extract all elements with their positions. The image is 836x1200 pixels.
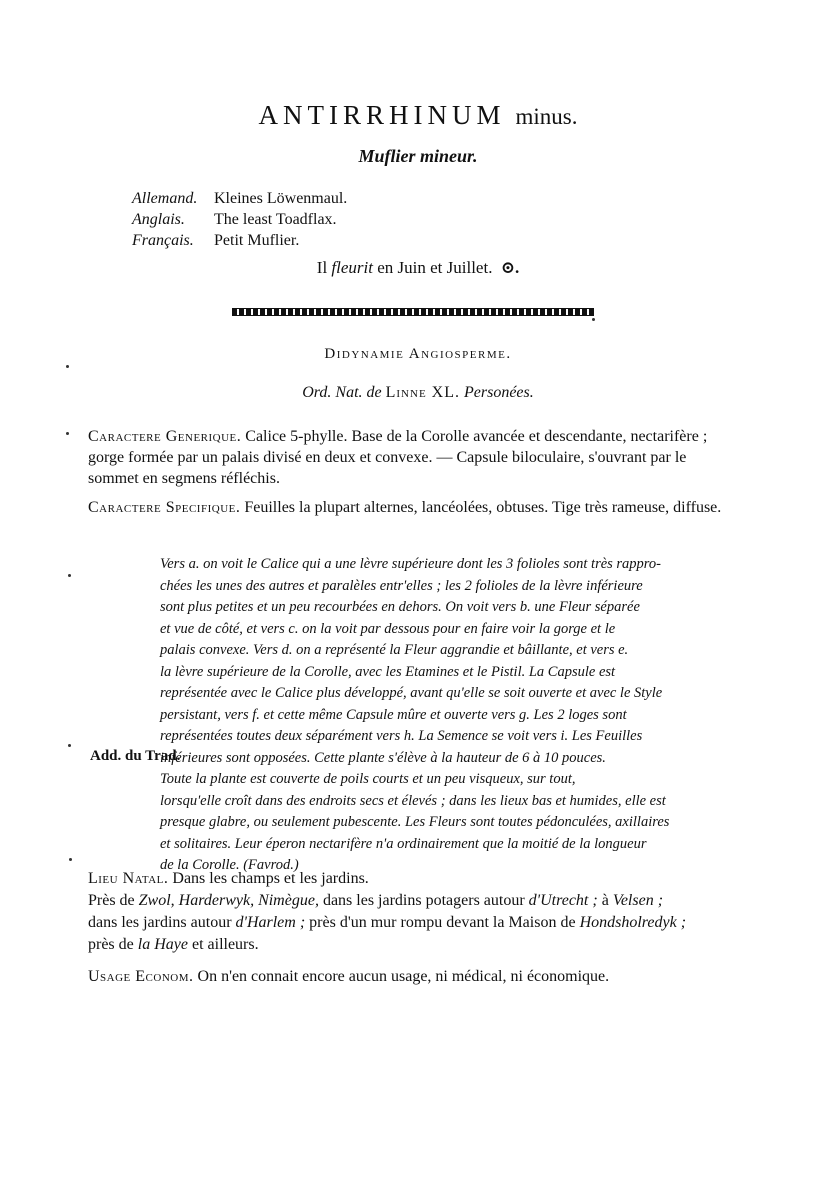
locality-line (88, 934, 748, 956)
description-line: la lèvre supérieure de la Corolle, avec les Etamines et le Pistil. La Capsule est (160, 663, 616, 680)
ornamental-divider (232, 308, 594, 316)
name-row-english (132, 209, 347, 230)
generic-character (88, 426, 740, 489)
habitat-label: Lieu Natal. (88, 870, 169, 887)
locality-text: dans les jardins potagers autour (322, 892, 525, 909)
locality-text: à (601, 892, 609, 909)
classification-heading: Didynamie Angiosperme. (324, 346, 512, 362)
name-row-french (132, 230, 347, 251)
locality-place: Velsen ; (612, 892, 664, 909)
locality-text: près de (88, 936, 134, 953)
generic-character-text: Calice 5-phylle. Base de la Corolle avancée et descendante, nectarifère ; gorge formée par un palais divisé en deux et convexe. — Capsule biloculaire, s'ouvrant par le sommet en segmens réfléchis. (88, 428, 708, 487)
margin-mark (68, 574, 71, 577)
flowering-verb: fleurit (331, 258, 373, 277)
habitat-line (88, 868, 748, 890)
locality-place: Hondsholredyk ; (579, 914, 687, 931)
name-row-german (132, 188, 347, 209)
margin-mark (66, 432, 69, 435)
description-line: représentée avec le Calice plus développé, avant qu'elle se soit ouverte et avec le Style (160, 685, 663, 701)
translator-note-line: Toute la plante est couverte de poils courts et un peu visqueux, sur tout, (160, 771, 576, 787)
language-label: Allemand. (132, 190, 198, 207)
locality-place: d'Harlem ; (235, 914, 306, 931)
translator-note-line: et solitaires. Leur éperon nectarifère n'a ordinairement que la moitié de la longueur (160, 835, 647, 852)
locality-line (88, 890, 748, 912)
translator-note-line: presque glabre, ou seulement pubescente. Les Fleurs sont toutes pédonculées, axillaires (160, 814, 670, 830)
plate-description (160, 554, 784, 877)
specific-character (88, 497, 740, 518)
margin-mark (68, 744, 71, 747)
vernacular-name: Kleines Löwenmaul. (214, 190, 348, 207)
translator-note-line: de la Corolle. (Favrod.) (160, 857, 299, 873)
translator-note-line: lorsqu'elle croît dans des endroits secs et élevés ; dans les lieux bas et humides, elle est (160, 792, 666, 809)
vernacular-name: The least Toadflax. (214, 211, 337, 228)
language-label: Anglais. (132, 211, 185, 228)
margin-mark (66, 365, 69, 368)
locality-text: dans les jardins autour (88, 914, 232, 931)
species-name: minus. (515, 104, 578, 129)
locality-place: la Haye (137, 936, 188, 953)
generic-character-label: Caractere Generique. (88, 428, 242, 445)
description-line: inférieures sont opposées. Cette plante s'élève à la hauteur de 6 à 10 pouces. (160, 749, 606, 766)
natural-order (0, 384, 836, 402)
genus-name: ANTIRRHINUM (258, 100, 506, 130)
habitat-text: Dans les champs et les jardins. (172, 870, 369, 887)
locality-places: Zwol, Harderwyk, Nimègue, (138, 892, 319, 909)
page-title (0, 100, 836, 131)
language-label: Français. (132, 232, 194, 249)
locality-text: Près de (88, 892, 135, 909)
description-line: Vers a. on voit le Calice qui a une lèvre supérieure dont les 3 folioles sont très rappro- (160, 556, 661, 572)
flowering-period (0, 258, 836, 278)
flowering-prefix: Il (316, 258, 328, 277)
translator-note-label: Add. du Trad. (90, 748, 181, 764)
vernacular-names (132, 188, 347, 251)
flowering-months: en Juin et Juillet. (377, 258, 493, 277)
locality-line (88, 912, 748, 934)
native-habitat (88, 868, 748, 956)
description-line: persistant, vers f. et cette même Capsule mûre et ouverte vers g. Les 2 loges sont (160, 706, 627, 723)
vernacular-name: Petit Muflier. (214, 232, 300, 249)
order-name: Personées. (464, 384, 534, 401)
specific-character-label: Caractere Specifique. (88, 499, 241, 516)
locality-text: près d'un mur rompu devant la Maison de (309, 914, 576, 931)
common-name: Muflier mineur. (358, 146, 478, 166)
locality-text: et ailleurs. (191, 936, 259, 953)
margin-mark (592, 318, 595, 321)
description-line: et vue de côté, et vers c. on la voit par dessous pour en faire voir la gorge et le (160, 620, 616, 637)
economic-use (88, 968, 609, 986)
specific-character-text: Feuilles la plupart alternes, lancéolées, obtuses. Tige très rameuse, diffuse. (244, 499, 722, 516)
margin-mark (69, 858, 72, 861)
description-line: représentées toutes deux séparément vers h. La Semence se voit vers i. Les Feuilles (160, 728, 643, 744)
economic-use-text: On n'en connait encore aucun usage, ni médical, ni économique. (197, 968, 610, 985)
annual-symbol-icon: ⊙. (500, 258, 520, 277)
description-line: chées les unes des autres et paralèles entr'elles ; les 2 folioles de la lèvre inférieure (160, 577, 643, 594)
description-line: palais convexe. Vers d. on a représenté la Fleur aggrandie et bâillante, et vers e. (160, 642, 629, 658)
order-prefix: Ord. Nat. de (302, 384, 382, 401)
economic-use-label: Usage Econom. (88, 968, 194, 985)
description-line: sont plus petites et un peu recourbées en dehors. On voit vers b. une Fleur séparée (160, 599, 640, 615)
locality-place: d'Utrecht ; (528, 892, 598, 909)
order-author: Linne XL. (385, 384, 460, 401)
